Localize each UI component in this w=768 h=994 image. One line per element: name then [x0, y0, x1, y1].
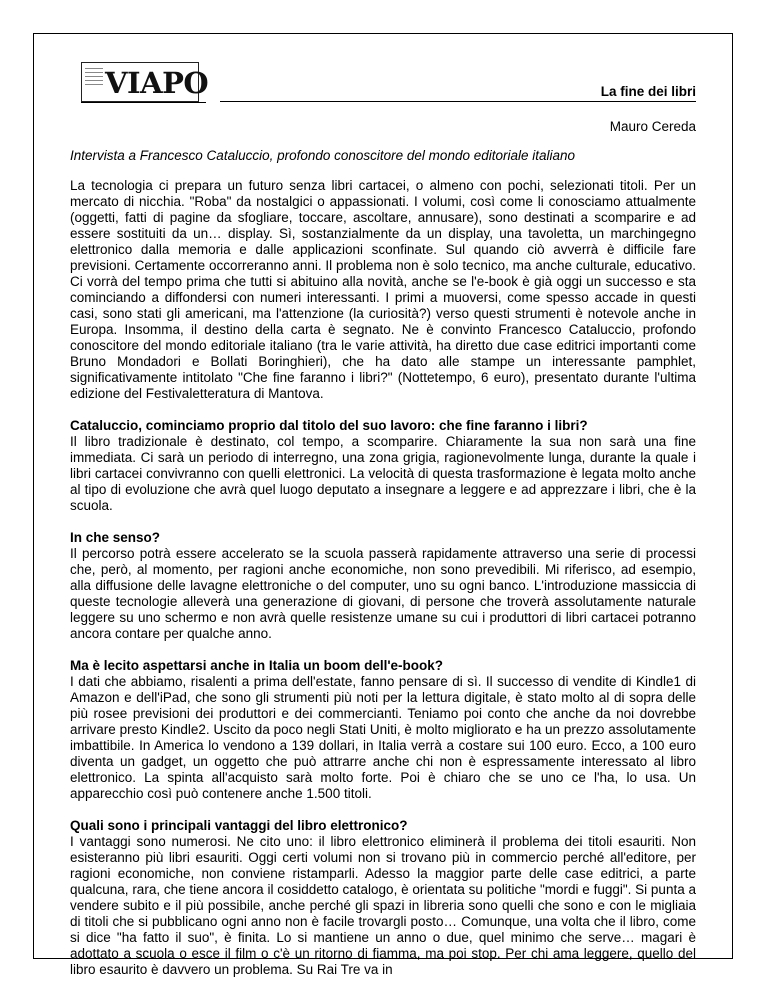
answer: I vantaggi sono numerosi. Ne cito uno: il libro elettronico eliminerà il problema dei titoli esauriti. Non esisteranno più libri esauriti. Oggi certi volumi non si trovano più in commercio perché all'editore, per ragioni economiche, non conviene ristamparli. Adesso la maggior parte delle case editrici, a parte qualcuna, rara, che tiene ancora il cosiddetto catalogo, è orientata su politiche "mordi e fuggi". Si punta a vendere subito e il più possibile, anche perché gli spazi in libreria sono quelli che sono e con le migliaia di titoli che si pubblicano ogni anno non è facile trovargli posto… Comunque, una volta che il libro, come si dice "ha fatto il suo", è finita. Lo si mantiene un anno o due, quel minimo che serve… magari è adottato a scuola o esce il film o c'è un ritorno di fiamma, ma poi stop. Per chi ama leggere, quello del libro esaurito è davvero un problema. Su Rai Tre va in [70, 834, 696, 977]
article-body [70, 148, 696, 994]
logo-underline [81, 102, 206, 103]
qa-block [70, 530, 696, 642]
logo-text: VIAPO [105, 66, 209, 100]
article-subtitle: Intervista a Francesco Cataluccio, profondo conoscitore del mondo editoriale italiano [70, 148, 576, 163]
author-name: Mauro Cereda [609, 119, 696, 134]
qa-block [70, 418, 696, 514]
answer: Il percorso potrà essere accelerato se la scuola passerà rapidamente attraverso una serie di processi che, però, al momento, per ragioni anche economiche, non sono prevedibili. Mi riferisco, ad esempio, alla diffusione delle lavagne elettroniche o del computer, uno su ogni banco. L'introduzione massiccia di queste tecnologie alleverà una generazione di giovani, di persone che troverà assolutamente naturale leggere su uno schermo e non avrà quelle resistenze umane su cui i produttori di libri cartacei potranno ancora contare per qualche anno. [70, 546, 696, 641]
question: In che senso? [70, 530, 161, 545]
question: Cataluccio, cominciamo proprio dal titolo del suo lavoro: che fine faranno i libri? [70, 418, 588, 433]
question: Ma è lecito aspettarsi anche in Italia un boom dell'e-book? [70, 658, 444, 673]
answer: I dati che abbiamo, risalenti a prima dell'estate, fanno pensare di sì. Il successo di vendite di Kindle1 di Amazon e dell'iPad, che sono gli strumenti più noti per la lettura digitale, è stato molto al di sopra delle più rosee previsioni dei produttori e dei commercianti. Teniamo poi conto che anche da noi dovrebbe arrivare presto Kindle2. Uscito da poco negli Stati Uniti, è molto migliorato e ha un prezzo assolutamente imbattibile. In America lo vendono a 139 dollari, in Italia verrà a costare sui 100 euro. Ecco, a 100 euro diventa un gadget, un oggetto che può attrarre anche chi non è espressamente interessato al libro elettronico. La spinta all'acquisto sarà molto forte. Poi è chiaro che se uno ce l'ha, lo usa. Un apparecchio così può contenere anche 1.500 titoli. [70, 674, 696, 801]
viapo-logo [81, 62, 209, 102]
header-rule [220, 101, 696, 102]
question: Quali sono i principali vantaggi del libro elettronico? [70, 818, 408, 833]
document-page [33, 33, 733, 977]
intro-paragraph: La tecnologia ci prepara un futuro senza libri cartacei, o almeno con pochi, selezionati titoli. Per un mercato di nicchia. "Roba" da nostalgici o appassionati. I volumi, così come li conosciamo attualmente (oggetti, fatti di pagine da sfogliare, toccare, ascoltare, annusare), sono destinati a scomparire e ad essere sostituiti da un… display. Sì, sostanzialmente da un display, una tavoletta, un marchingegno elettronico dalla memoria e dalle applicazioni sconfinate. Sul quando ciò avverrà è difficile fare previsioni. Certamente occorreranno anni. Il problema non è solo tecnico, ma anche culturale, educativo. Ci vorrà del tempo prima che tutti si abituino alla novità, anche se l'e-book è già oggi un successo e sta cominciando a diffondersi con numeri interessanti. I primi a muoversi, come spesso accade in questi casi, sono stati gli americani, ma l'attenzione (la curiosità?) verso questi strumenti è notevole anche in Europa. Insomma, il destino della carta è segnato. Ne è convinto Francesco Cataluccio, profondo conoscitore del mondo editoriale italiano (tra le varie attività, ha diretto due case editrici importanti come Bruno Mondadori e Bollati Boringhieri), che ha dato alle stampe un interessante pamphlet, significativamente intitolato "Che fine faranno i libri?" (Nottetempo, 6 euro), presentato durante l'ultima edizione del Festivaletteratura di Mantova. [70, 178, 696, 401]
logo-decoration [85, 68, 103, 88]
document-title: La fine dei libri [600, 84, 696, 99]
answer: Il libro tradizionale è destinato, col tempo, a scomparire. Chiaramente la sua non sarà una fine immediata. Ci sarà un periodo di interregno, una zona grigia, ragionevolmente lunga, durante la quale i libri cartacei convivranno con quelli elettronici. La velocità di questa trasformazione è legata molto anche al tipo di evoluzione che avrà quel luogo deputato a insegnare a leggere e ad apprezzare i libri, che è la scuola. [70, 434, 696, 513]
qa-block [70, 818, 696, 978]
qa-block [70, 658, 696, 802]
